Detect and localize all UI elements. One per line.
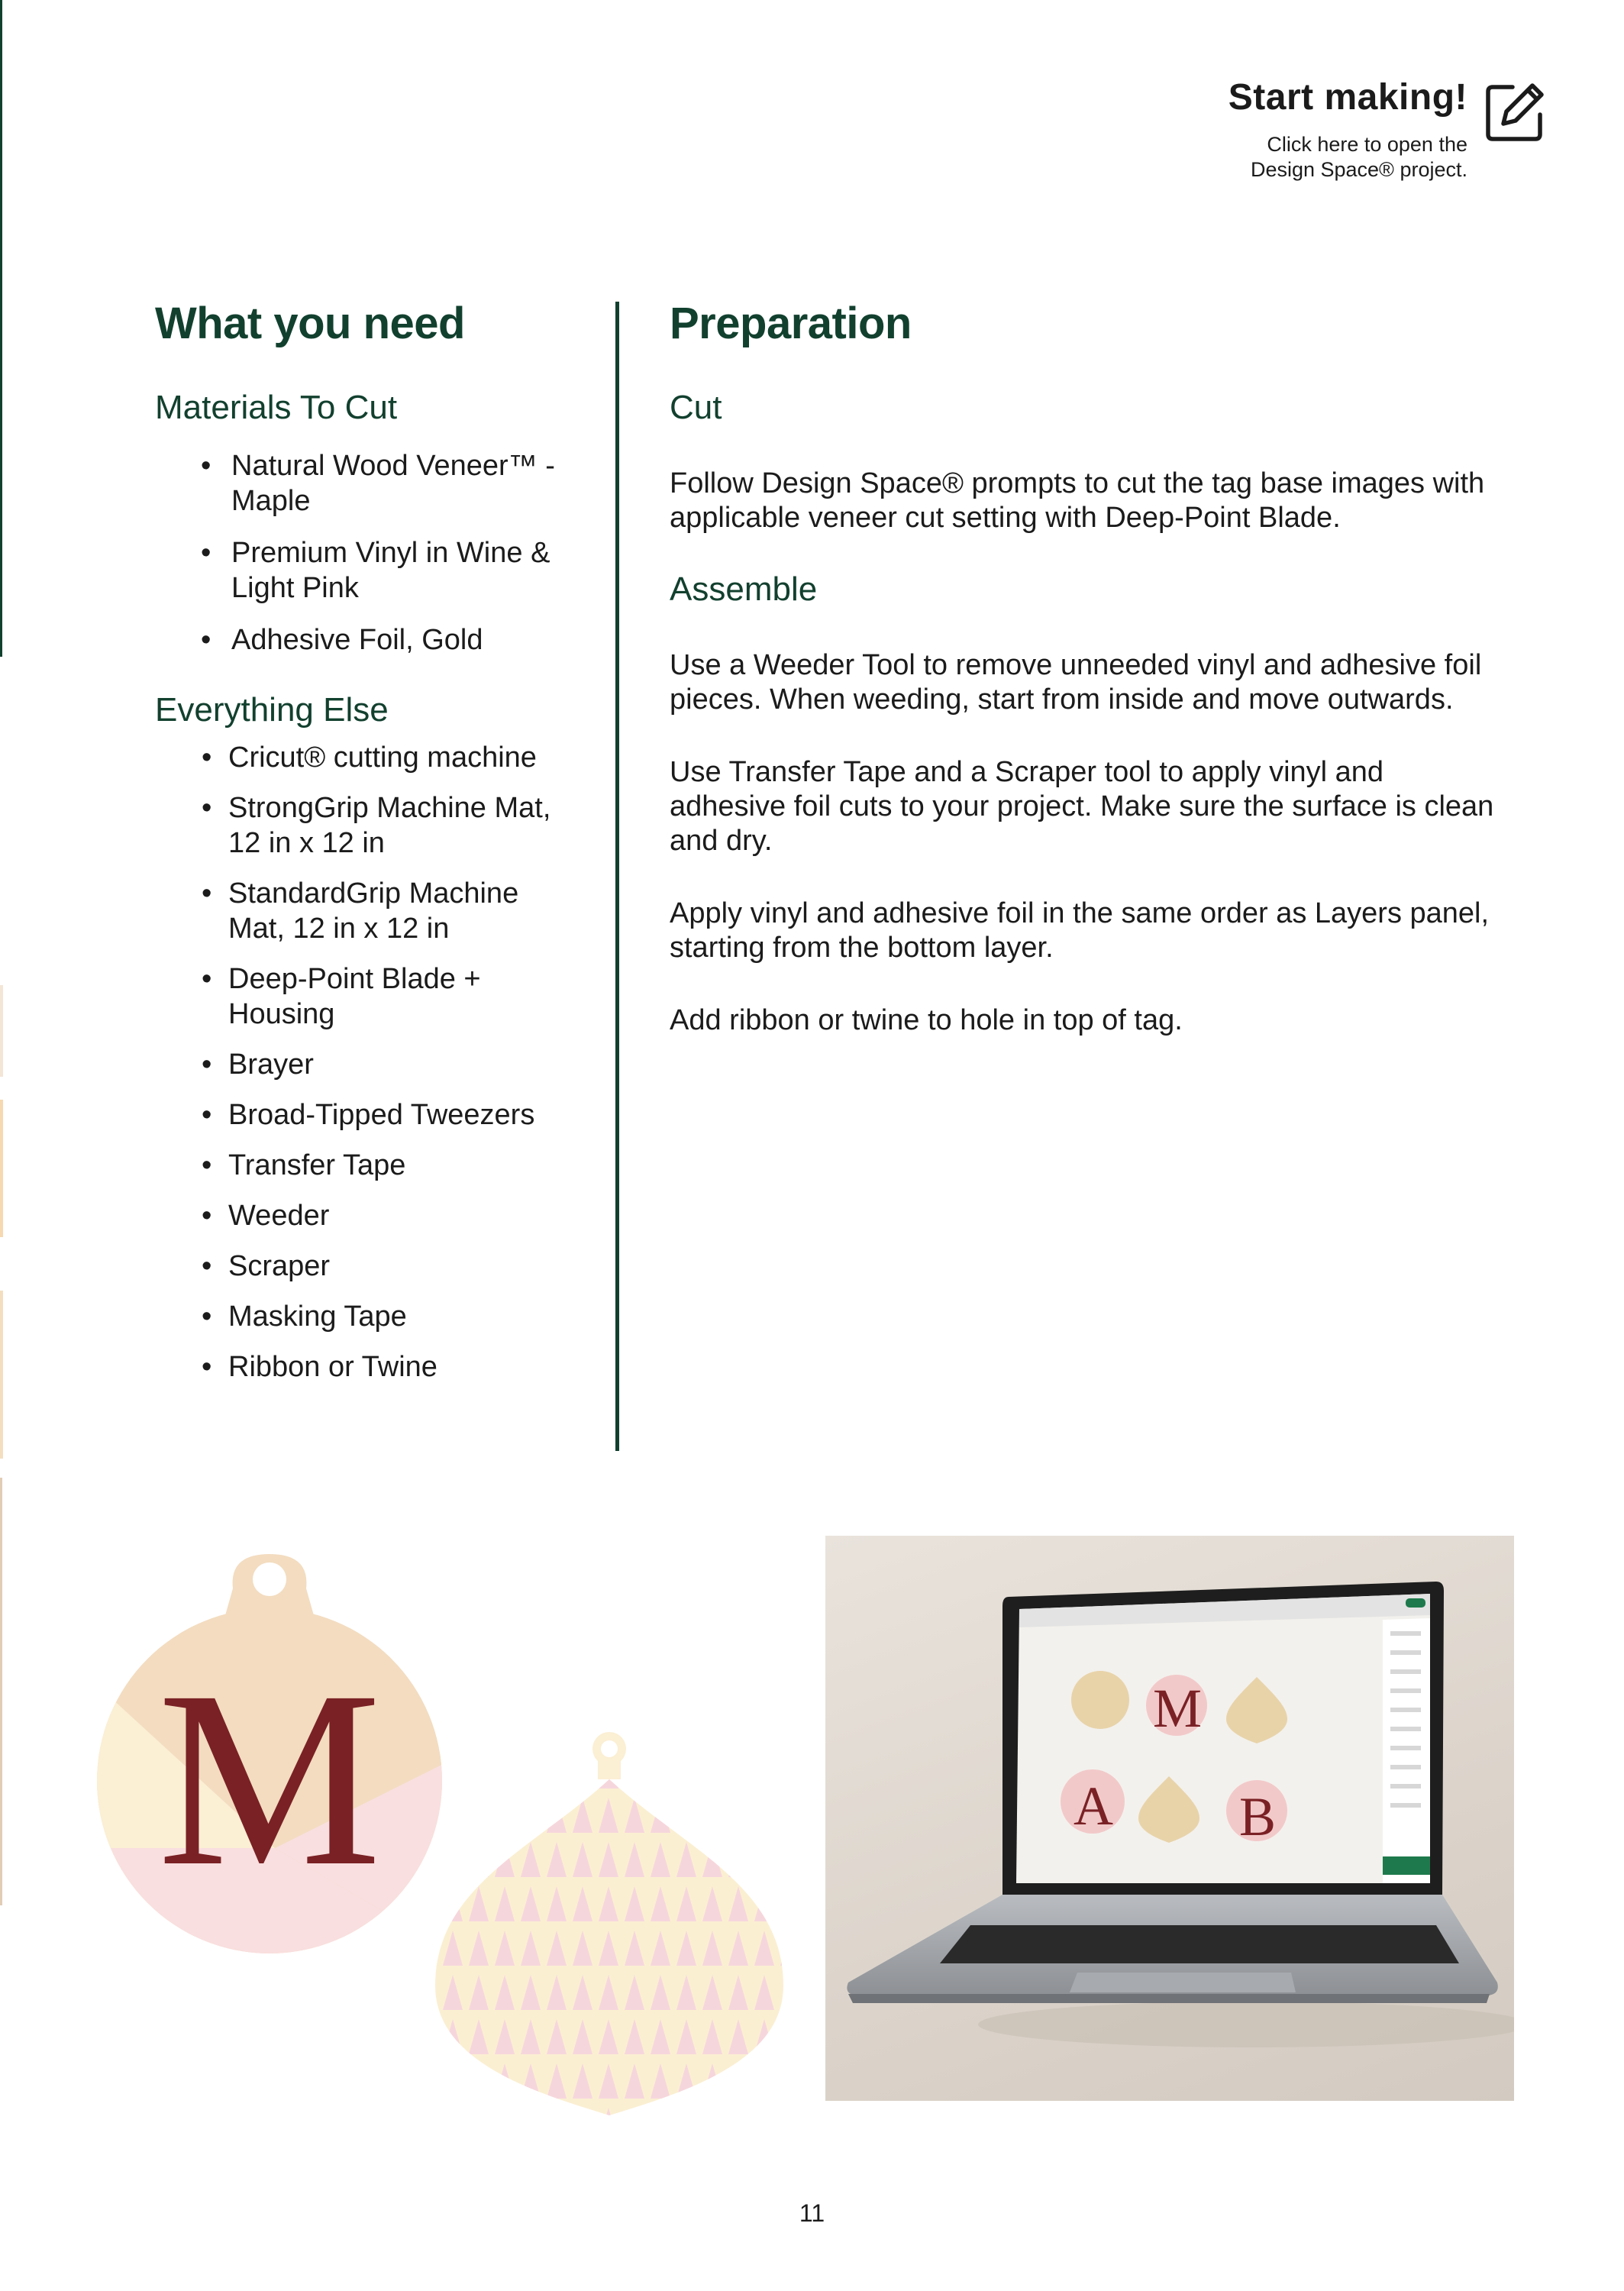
laptop-photo	[825, 1536, 1514, 2101]
assemble-paragraph: Apply vinyl and adhesive foil in the same order as Layers panel, starting from the bottom layer.	[670, 897, 1490, 964]
page-edge-stripe	[0, 985, 3, 1077]
everything-else-heading: Everything Else	[155, 691, 389, 729]
page-edge-line	[0, 0, 2, 657]
page-edge-line	[0, 1478, 2, 1905]
list-item: • Deep-Point Blade + Housing	[155, 961, 583, 1032]
screen-letter: M	[1152, 1678, 1203, 1739]
what-you-need-section	[155, 298, 583, 1400]
list-item: • Broad-Tipped Tweezers	[155, 1097, 583, 1133]
materials-heading: Materials To Cut	[155, 389, 398, 426]
ornament-illustration	[76, 1527, 809, 2123]
preparation-heading: Preparation	[670, 299, 912, 348]
round-ornament	[92, 1554, 458, 1955]
materials-list	[155, 448, 583, 658]
ornament-letter: M	[157, 1640, 382, 1918]
list-item: • Transfer Tape	[155, 1148, 583, 1183]
list-item: • Weeder	[155, 1198, 583, 1233]
start-making-subtitle-line: Click here to open the	[1267, 133, 1467, 156]
list-item: • Scraper	[155, 1249, 583, 1284]
cut-paragraph: Follow Design Space® prompts to cut the tag base images with applicable veneer cut setting with Deep-Point Blade.	[670, 467, 1485, 534]
start-making-link[interactable]	[1228, 76, 1467, 183]
column-divider	[615, 302, 619, 1451]
list-item: • Premium Vinyl in Wine & Light Pink	[155, 535, 583, 606]
list-item: • Ribbon or Twine	[155, 1349, 583, 1385]
what-you-need-heading: What you need	[155, 299, 465, 348]
everything-else-list	[155, 740, 583, 1385]
cut-heading: Cut	[670, 389, 722, 426]
edit-icon[interactable]	[1482, 79, 1548, 145]
list-item: • StrongGrip Machine Mat, 12 in x 12 in	[155, 790, 583, 861]
list-item: • Brayer	[155, 1047, 583, 1082]
list-item: • StandardGrip Machine Mat, 12 in x 12 in	[155, 876, 583, 946]
start-making-subtitle	[1228, 132, 1467, 183]
onion-ornament	[420, 1732, 802, 2123]
assemble-heading: Assemble	[670, 570, 818, 608]
page-edge-stripe	[0, 1100, 3, 1237]
page-edge-stripe	[0, 1291, 3, 1459]
start-making-title: Start making!	[1228, 77, 1467, 118]
screen-letter: A	[1074, 1776, 1113, 1837]
list-item: • Adhesive Foil, Gold	[155, 622, 583, 658]
screen-letter: B	[1238, 1786, 1277, 1847]
assemble-paragraph: Add ribbon or twine to hole in top of tag.	[670, 1004, 1183, 1036]
start-making-subtitle-line: Design Space® project.	[1250, 158, 1467, 181]
laptop-illustration	[825, 1536, 1514, 2101]
list-item: • Cricut® cutting machine	[155, 740, 583, 775]
preparation-section	[670, 298, 1494, 1038]
assemble-paragraph: Use a Weeder Tool to remove unneeded vinyl and adhesive foil pieces. When weeding, start from inside and move outwards.	[670, 649, 1482, 716]
list-item: • Masking Tape	[155, 1299, 583, 1334]
page-number: 11	[799, 2199, 825, 2227]
list-item: • Natural Wood Veneer™ - Maple	[155, 448, 583, 519]
assemble-paragraph: Use Transfer Tape and a Scraper tool to apply vinyl and adhesive foil cuts to your project. Make sure the surface is clean and dry.	[670, 756, 1494, 857]
